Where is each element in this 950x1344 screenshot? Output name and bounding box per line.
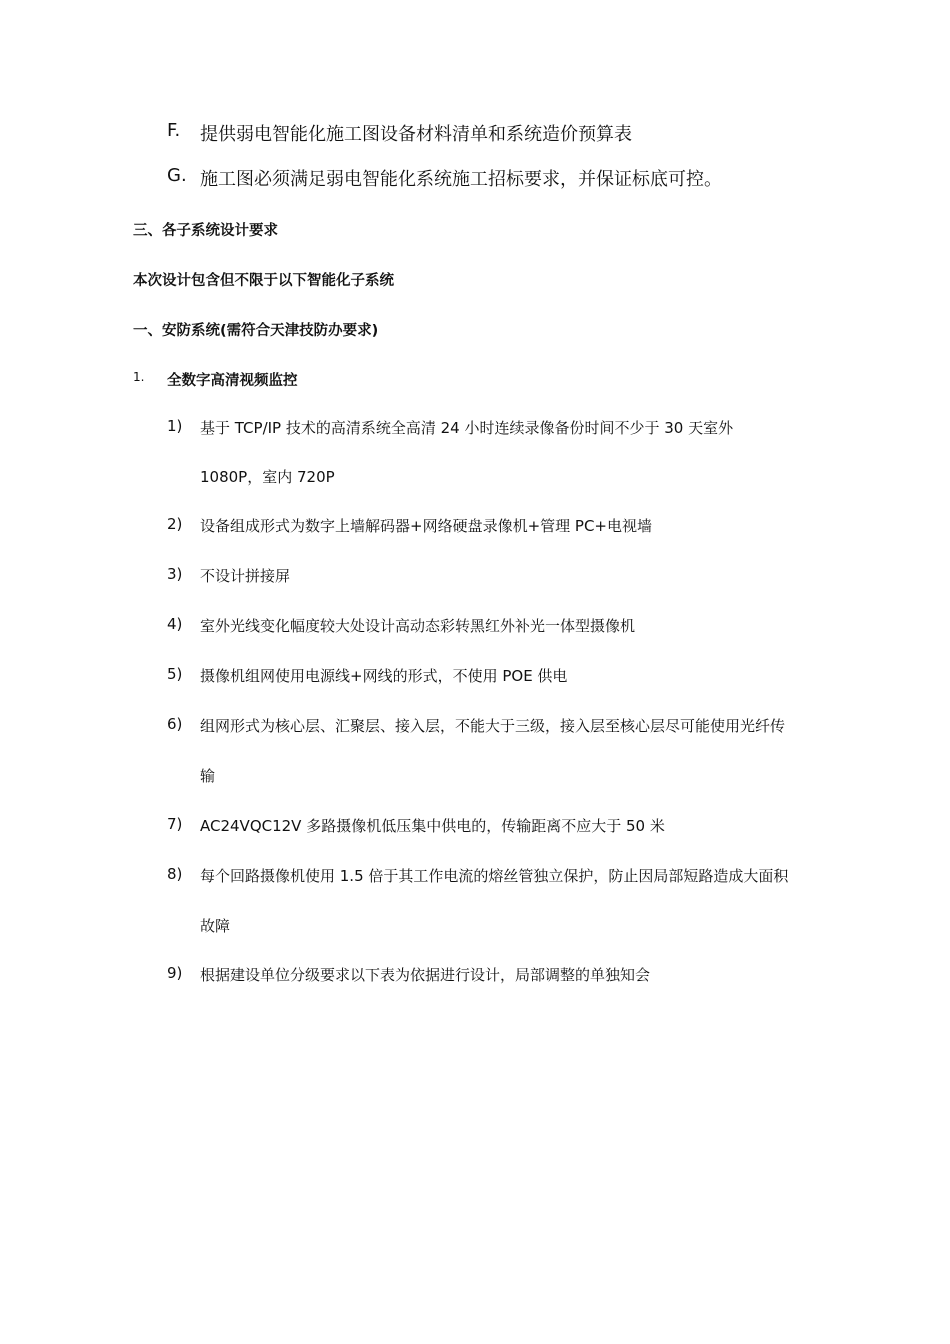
point-4	[167, 615, 636, 635]
req-item-text: 提供弱电智能化施工图设备材料清单和系统造价预算表	[200, 124, 632, 145]
point-text: 室外光线变化幅度较大处设计高动态彩转黑红外补光一体型摄像机	[200, 617, 636, 635]
section-3-heading: 三、各子系统设计要求	[133, 223, 278, 239]
point-1-continuation: 1080P，室内 720P	[200, 468, 335, 486]
item-1-title: 全数字高清视频监控	[167, 373, 298, 389]
point-text: 根据建设单位分级要求以下表为依据进行设计，局部调整的单独知会	[200, 966, 651, 984]
req-item-text: 施工图必须满足弱电智能化系统施工招标要求，并保证标底可控。	[200, 169, 722, 190]
point-marker: 2)	[167, 515, 183, 533]
security-system-heading: 一、安防系统(需符合天津技防办要求)	[133, 323, 379, 339]
point-text: 组网形式为核心层、汇聚层、接入层，不能大于三级，接入层至核心层尽可能使用光纤传	[200, 717, 786, 735]
point-text: 不设计拼接屏	[200, 567, 291, 585]
point-marker: 6)	[167, 715, 183, 733]
item-1-heading	[133, 369, 298, 389]
req-item-f	[167, 120, 632, 145]
req-item-marker: F.	[167, 120, 181, 141]
point-6-continuation: 输	[200, 767, 216, 785]
point-marker: 1)	[167, 417, 183, 435]
point-text: 基于 TCP/IP 技术的高清系统全高清 24 小时连续录像备份时间不少于 30 天室外	[200, 419, 734, 437]
point-5	[167, 665, 568, 685]
point-7	[167, 815, 665, 835]
req-item-marker: G.	[167, 165, 187, 186]
point-8	[167, 865, 789, 885]
point-text: 每个回路摄像机使用 1.5 倍于其工作电流的熔丝管独立保护，防止因局部短路造成大面积	[200, 867, 789, 885]
point-6	[167, 715, 786, 735]
point-1	[167, 417, 734, 437]
item-1-marker: 1.	[133, 370, 145, 384]
point-marker: 3)	[167, 565, 183, 583]
point-marker: 5)	[167, 665, 183, 683]
point-text: 摄像机组网使用电源线+网线的形式，不使用 POE 供电	[200, 667, 568, 685]
point-3	[167, 565, 291, 585]
point-marker: 9)	[167, 964, 183, 982]
point-text: 设备组成形式为数字上墙解码器+网络硬盘录像机+管理 PC+电视墙	[200, 517, 652, 535]
point-marker: 7)	[167, 815, 183, 833]
point-8-continuation: 故障	[200, 917, 231, 935]
point-marker: 8)	[167, 865, 183, 883]
point-text: AC24VQC12V 多路摄像机低压集中供电的，传输距离不应大于 50 米	[200, 817, 665, 835]
point-9	[167, 964, 651, 984]
point-2	[167, 515, 652, 535]
req-item-g	[167, 165, 722, 190]
intro-heading: 本次设计包含但不限于以下智能化子系统	[133, 273, 394, 289]
point-marker: 4)	[167, 615, 183, 633]
